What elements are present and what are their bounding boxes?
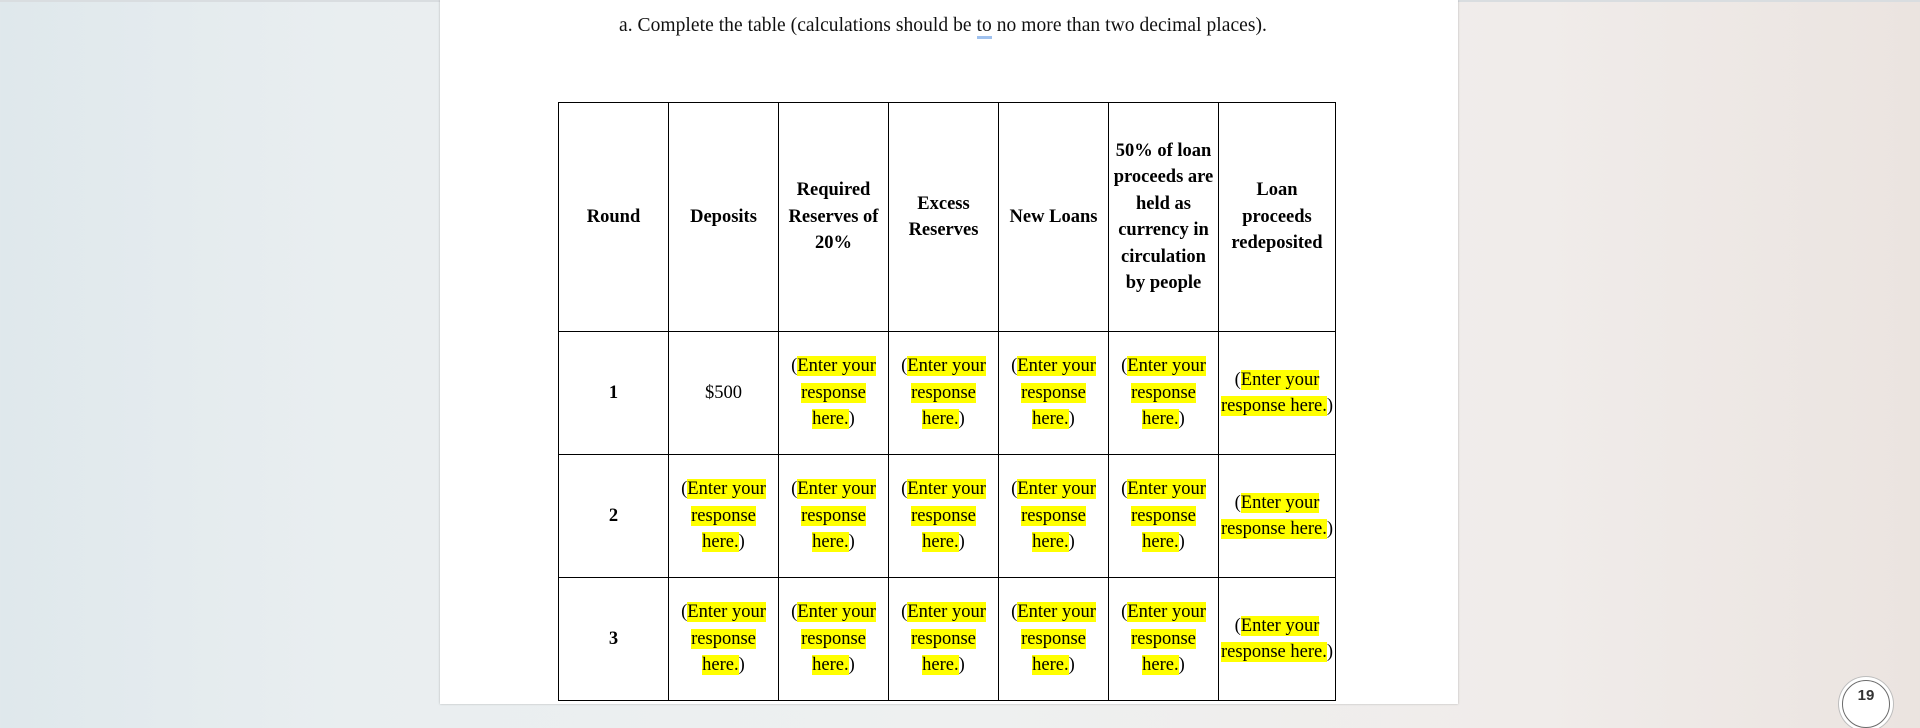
placeholder-open-paren: ( <box>901 602 908 623</box>
placeholder-highlighted-text[interactable]: Enter your response here. <box>907 479 986 553</box>
header-loan-redeposited: Loan proceeds redeposited <box>1219 103 1336 332</box>
placeholder-close-paren: ) <box>958 409 965 430</box>
table-row <box>559 332 1336 455</box>
deposits-cell: $500 <box>669 332 779 455</box>
reserves-table <box>558 102 1336 701</box>
placeholder-highlighted-text[interactable]: Enter your response here. <box>1127 602 1206 676</box>
response-cell[interactable] <box>779 578 889 701</box>
placeholder-highlighted-text[interactable]: Enter your response here. <box>1017 356 1096 430</box>
response-cell[interactable] <box>999 578 1109 701</box>
placeholder-highlighted-text[interactable]: Enter your response here. <box>687 479 766 553</box>
placeholder-highlighted-text[interactable]: Enter your response here. <box>1127 356 1206 430</box>
placeholder-open-paren: ( <box>1121 356 1128 377</box>
placeholder-close-paren: ) <box>1326 519 1333 539</box>
placeholder-open-paren: ( <box>1011 602 1018 623</box>
round-cell: 1 <box>559 332 669 455</box>
response-cell[interactable] <box>779 455 889 578</box>
placeholder-open-paren: ( <box>681 602 688 623</box>
response-cell[interactable] <box>1219 332 1336 455</box>
header-required-reserves: Required Reserves of 20% <box>779 103 889 332</box>
response-cell[interactable] <box>999 332 1109 455</box>
placeholder-open-paren: ( <box>791 602 798 623</box>
round-cell: 3 <box>559 578 669 701</box>
placeholder-open-paren: ( <box>791 479 798 500</box>
response-cell[interactable] <box>889 455 999 578</box>
table-header-row <box>559 103 1336 332</box>
instruction-before: a. Complete the table (calculations should be <box>619 15 977 36</box>
header-excess-reserves: Excess Reserves <box>889 103 999 332</box>
placeholder-open-paren: ( <box>791 356 798 377</box>
response-cell[interactable] <box>999 455 1109 578</box>
placeholder-highlighted-text[interactable]: Enter your response here. <box>907 602 986 676</box>
placeholder-highlighted-text[interactable]: Enter your response here. <box>1221 492 1327 539</box>
instruction-text <box>619 15 1267 37</box>
response-cell[interactable] <box>1109 332 1219 455</box>
placeholder-close-paren: ) <box>1068 532 1075 553</box>
response-cell[interactable] <box>1219 455 1336 578</box>
placeholder-close-paren: ) <box>848 655 855 676</box>
placeholder-open-paren: ( <box>681 479 688 500</box>
placeholder-open-paren: ( <box>1234 369 1241 390</box>
placeholder-close-paren: ) <box>958 655 965 676</box>
placeholder-close-paren: ) <box>738 532 745 553</box>
header-deposits: Deposits <box>669 103 779 332</box>
placeholder-open-paren: ( <box>1011 356 1018 377</box>
placeholder-close-paren: ) <box>1326 396 1333 416</box>
header-currency-held: 50% of loan proceeds are held as currency in circulation by people <box>1109 103 1219 332</box>
placeholder-open-paren: ( <box>1011 479 1018 500</box>
response-cell[interactable] <box>669 578 779 701</box>
placeholder-highlighted-text[interactable]: Enter your response here. <box>1127 479 1206 553</box>
response-cell[interactable] <box>1109 578 1219 701</box>
placeholder-close-paren: ) <box>1068 409 1075 430</box>
placeholder-close-paren: ) <box>1178 532 1185 553</box>
response-cell[interactable] <box>889 332 999 455</box>
placeholder-close-paren: ) <box>1178 655 1185 676</box>
placeholder-highlighted-text[interactable]: Enter your response here. <box>797 602 876 676</box>
placeholder-open-paren: ( <box>1121 479 1128 500</box>
placeholder-open-paren: ( <box>1234 492 1241 513</box>
response-cell[interactable] <box>889 578 999 701</box>
placeholder-close-paren: ) <box>1068 655 1075 676</box>
placeholder-highlighted-text[interactable]: Enter your response here. <box>797 356 876 430</box>
placeholder-highlighted-text[interactable]: Enter your response here. <box>687 602 766 676</box>
document-page <box>440 0 1458 704</box>
placeholder-close-paren: ) <box>958 532 965 553</box>
placeholder-highlighted-text[interactable]: Enter your response here. <box>907 356 986 430</box>
placeholder-close-paren: ) <box>848 409 855 430</box>
placeholder-close-paren: ) <box>1326 642 1333 662</box>
placeholder-open-paren: ( <box>901 479 908 500</box>
placeholder-highlighted-text[interactable]: Enter your response here. <box>1017 602 1096 676</box>
placeholder-open-paren: ( <box>1234 615 1241 636</box>
placeholder-highlighted-text[interactable]: Enter your response here. <box>797 479 876 553</box>
placeholder-highlighted-text[interactable]: Enter your response here. <box>1221 615 1327 662</box>
placeholder-open-paren: ( <box>1121 602 1128 623</box>
response-cell[interactable] <box>779 332 889 455</box>
page-number-badge[interactable]: 19 <box>1842 680 1890 728</box>
placeholder-open-paren: ( <box>901 356 908 377</box>
table-row <box>559 455 1336 578</box>
response-cell[interactable] <box>669 455 779 578</box>
instruction-after: no more than two decimal places). <box>991 15 1267 36</box>
placeholder-close-paren: ) <box>738 655 745 676</box>
table-row <box>559 578 1336 701</box>
placeholder-close-paren: ) <box>848 532 855 553</box>
spellcheck-flagged-word[interactable]: to <box>977 15 992 39</box>
round-cell: 2 <box>559 455 669 578</box>
header-new-loans: New Loans <box>999 103 1109 332</box>
header-round: Round <box>559 103 669 332</box>
placeholder-highlighted-text[interactable]: Enter your response here. <box>1221 369 1327 416</box>
placeholder-close-paren: ) <box>1178 409 1185 430</box>
response-cell[interactable] <box>1109 455 1219 578</box>
placeholder-highlighted-text[interactable]: Enter your response here. <box>1017 479 1096 553</box>
response-cell[interactable] <box>1219 578 1336 701</box>
